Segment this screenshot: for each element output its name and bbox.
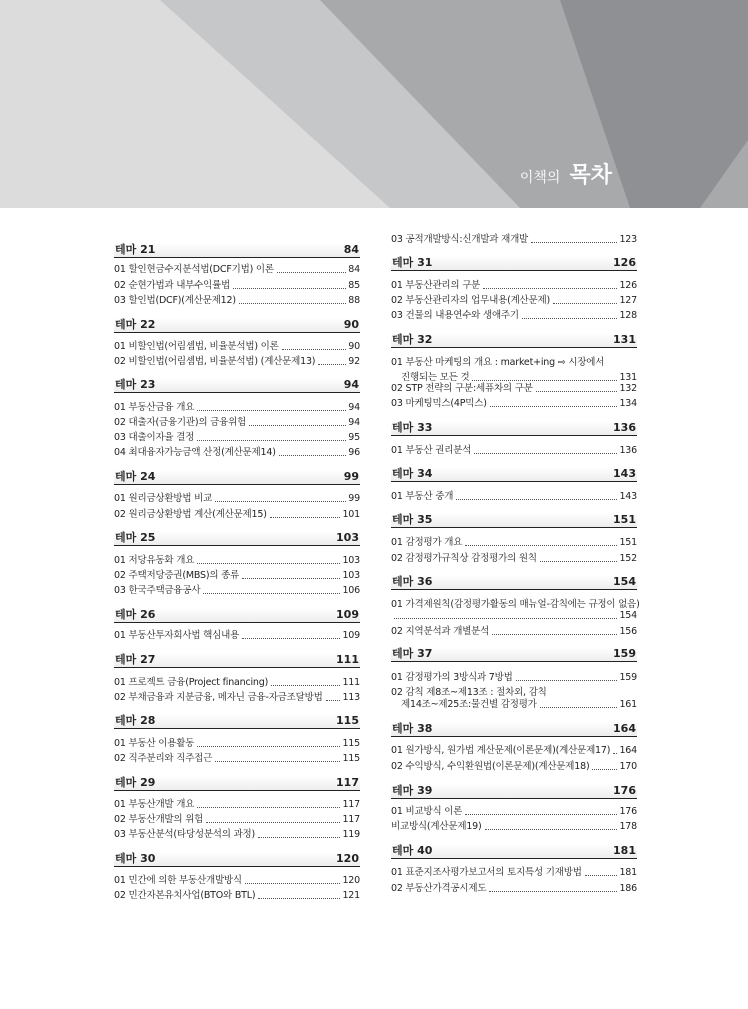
toc-entry[interactable]: [391, 672, 637, 684]
toc-entry-page: 88: [348, 295, 360, 306]
toc-entry[interactable]: [391, 310, 637, 322]
toc-entry-title: 01 부동산투자회사법 핵심내용: [114, 630, 240, 641]
dot-leader: [465, 814, 617, 815]
theme-page: 90: [343, 318, 359, 331]
dot-leader: [531, 242, 617, 243]
toc-entry-page: 113: [342, 692, 360, 703]
toc-entry-title[interactable]: 01 가격제원칙(감정평가활동의 매뉴얼-감칙에는 규정이 없음): [391, 599, 640, 610]
theme-header: [391, 844, 637, 859]
toc-entry-page: 164: [619, 745, 637, 756]
toc-entry[interactable]: [114, 630, 360, 642]
theme-header: [114, 243, 360, 258]
theme-page: 176: [613, 784, 636, 797]
dot-leader: [485, 829, 618, 830]
theme-header: [114, 714, 360, 729]
toc-entry-page: 103: [342, 570, 360, 581]
toc-entry-title: 01 할인현금수지분석법(DCF기법) 이론: [114, 264, 274, 275]
toc-entry-title: 02 부동산개발의 위험: [114, 814, 204, 825]
theme-page: 111: [336, 653, 359, 666]
toc-entry[interactable]: [114, 555, 360, 567]
dot-leader: [536, 391, 618, 392]
toc-entry[interactable]: [391, 383, 637, 395]
toc-entry[interactable]: [114, 570, 360, 582]
toc-entry-page: 170: [619, 761, 637, 772]
theme-header: [114, 531, 360, 546]
toc-entry[interactable]: [391, 295, 637, 307]
theme-name: 테마 27: [115, 653, 156, 666]
theme-name: 테마 26: [115, 608, 156, 621]
theme-page: 109: [336, 608, 359, 621]
toc-entry-page: 96: [348, 447, 360, 458]
theme-page: 143: [613, 467, 636, 480]
toc-entry-title: 02 STP 전략의 구분:세퓨차의 구분: [391, 383, 533, 394]
toc-entry-page: 131: [619, 372, 637, 383]
toc-entry[interactable]: [114, 356, 360, 368]
theme-name: 테마 31: [392, 256, 433, 269]
dot-leader: [233, 288, 346, 289]
theme-name: 테마 25: [115, 531, 156, 544]
dot-leader: [540, 561, 618, 562]
toc-entry-title[interactable]: 02 감칙 제8조~제13조 : 절차외, 감칙: [391, 687, 547, 698]
toc-entry-title: 04 최대융자가능금액 산정(계산문제14): [114, 447, 276, 458]
toc-entry-title: 03 한국주택금융공사: [114, 585, 201, 596]
toc-entry-page: 178: [619, 821, 637, 832]
theme-page: 99: [343, 470, 359, 483]
toc-entry[interactable]: [114, 295, 360, 307]
toc-entry-title: 01 원리금상환방법 비교: [114, 493, 213, 504]
toc-entry[interactable]: [391, 280, 637, 292]
theme-page: 181: [613, 844, 636, 857]
theme-page: 151: [613, 513, 636, 526]
dot-leader: [258, 837, 340, 838]
toc-entry-title: 02 주택저당증권(MBS)의 종류: [114, 570, 240, 581]
theme-header: [391, 333, 637, 348]
theme-header: [391, 784, 637, 799]
dot-leader: [540, 707, 618, 708]
theme-header: [114, 852, 360, 867]
toc-entry-page: 161: [619, 699, 637, 710]
toc-entry-title: 01 원가방식, 원가법 계산문제(이론문제)(계산문제17): [391, 745, 611, 756]
theme-page: 84: [343, 243, 359, 256]
toc-entry[interactable]: [114, 875, 360, 887]
dot-leader: [270, 517, 341, 518]
theme-name: 테마 32: [392, 333, 433, 346]
dot-leader: [492, 634, 617, 635]
dot-leader: [282, 349, 347, 350]
toc-entry[interactable]: [114, 692, 360, 704]
toc-entry-title: 02 부채금융과 지분금융, 메자닌 금융-자금조달방법: [114, 692, 323, 703]
toc-entry-page: 159: [619, 672, 637, 683]
theme-header: [114, 378, 360, 393]
toc-entry-page: 151: [619, 537, 637, 548]
toc-entry-title: 비교방식(계산문제19): [391, 821, 482, 832]
toc-entry[interactable]: [114, 677, 360, 689]
theme-name: 테마 33: [392, 421, 433, 434]
toc-entry-title: 03 건물의 내용연수와 생애주기: [391, 310, 519, 321]
dot-leader: [242, 578, 340, 579]
toc-entry[interactable]: [391, 445, 637, 457]
toc-entry[interactable]: [114, 432, 360, 444]
theme-header: [114, 776, 360, 791]
dot-leader: [456, 499, 617, 500]
toc-entry-title: 02 비할인법(어림셈법, 비율분석법) (계산문제13): [114, 356, 316, 367]
toc-entry-page: 176: [619, 806, 637, 817]
toc-entry[interactable]: [391, 761, 637, 773]
dot-leader: [553, 303, 617, 304]
theme-name: 테마 38: [392, 722, 433, 735]
theme-name: 테마 40: [392, 844, 433, 857]
theme-page: 103: [336, 531, 359, 544]
toc-entry-title: 제14조~제25조:물건별 감정평가: [401, 699, 537, 710]
toc-entry-page: 186: [619, 883, 637, 894]
toc-entry-title: 02 원리금상환방법 계산(계산문제15): [114, 509, 267, 520]
toc-entry[interactable]: [114, 402, 360, 414]
toc-entry-page: 84: [348, 264, 360, 275]
toc-entry[interactable]: [391, 398, 637, 410]
theme-header: [114, 608, 360, 623]
toc-entry-page: 132: [619, 383, 637, 394]
toc-entry-page: 115: [342, 753, 360, 764]
theme-page: 117: [336, 776, 359, 789]
toc-entry[interactable]: [114, 890, 360, 902]
toc-entry-page: 117: [342, 814, 360, 825]
toc-entry-page: 85: [348, 280, 360, 291]
toc-entry-title: 02 감정평가규칙상 감정평가의 원칙: [391, 553, 537, 564]
toc-entry-page: 103: [342, 555, 360, 566]
toc-entry-title: 01 부동산개발 개요: [114, 799, 195, 810]
dot-leader: [489, 891, 617, 892]
dot-leader: [474, 453, 617, 454]
theme-header: [391, 575, 637, 590]
dot-leader: [483, 288, 617, 289]
toc-entry-title: 02 수익방식, 수익환원법(이론문제)(계산문제18): [391, 761, 590, 772]
toc-entry[interactable]: [391, 867, 637, 879]
toc-entry[interactable]: [391, 806, 637, 818]
toc-entry-page: 126: [619, 280, 637, 291]
toc-entry[interactable]: [114, 341, 360, 353]
theme-name: 테마 34: [392, 467, 433, 480]
toc-entry-title: 03 부동산분석(타당성분석의 과정): [114, 829, 256, 840]
theme-page: 94: [343, 378, 359, 391]
dot-leader: [197, 746, 340, 747]
toc-entry-page: 123: [619, 234, 637, 245]
toc-entry[interactable]: [114, 509, 360, 521]
toc-entry-page: 136: [619, 445, 637, 456]
page-title-small: 이책의: [519, 170, 561, 186]
toc-entry-title: 02 직주분리와 직주접근: [114, 753, 213, 764]
theme-header: [114, 653, 360, 668]
toc-entry[interactable]: [391, 234, 637, 246]
toc-entry-page: 117: [342, 799, 360, 810]
theme-name: 테마 24: [115, 470, 156, 483]
toc-entry-page: 119: [342, 829, 360, 840]
page-title: [520, 158, 612, 189]
toc-entry[interactable]: [114, 493, 360, 505]
toc-entry-page: 92: [348, 356, 360, 367]
toc-entry-page: 154: [619, 610, 637, 621]
toc-entry[interactable]: [114, 753, 360, 765]
dot-leader: [197, 563, 340, 564]
toc-entry-title: 03 마케팅믹스(4P믹스): [391, 398, 487, 409]
dot-leader: [277, 272, 346, 273]
toc-entry[interactable]: [114, 814, 360, 826]
dot-leader: [522, 318, 618, 319]
toc-entry-page: 111: [342, 677, 360, 688]
toc-entry-title: 01 부동산 이용활동: [114, 738, 195, 749]
toc-entry[interactable]: [391, 821, 637, 833]
toc-entry[interactable]: [114, 738, 360, 750]
toc-entry-title: 01 감정평가 개요: [391, 537, 463, 548]
toc-entry-page: 99: [348, 493, 360, 504]
toc-entry[interactable]: [114, 264, 360, 276]
theme-name: 테마 35: [392, 513, 433, 526]
toc-entry-page: 120: [342, 875, 360, 886]
dot-leader: [318, 364, 346, 365]
theme-name: 테마 29: [115, 776, 156, 789]
theme-page: 159: [613, 647, 636, 660]
toc-entry-page: 156: [619, 626, 637, 637]
toc-entry-page: 121: [342, 890, 360, 901]
toc-entry-title: 02 대출자(금융기관)의 금융위험: [114, 417, 247, 428]
toc-entry-page: 90: [348, 341, 360, 352]
toc-entry[interactable]: [391, 491, 637, 503]
theme-name: 테마 23: [115, 378, 156, 391]
toc-entry-title: 01 부동산금융 개요: [114, 402, 195, 413]
dot-leader: [326, 700, 341, 701]
dot-leader: [197, 807, 340, 808]
dot-leader: [472, 380, 617, 381]
toc-entry[interactable]: [391, 610, 637, 622]
theme-header: [391, 421, 637, 436]
toc-entry-title: 02 부동산가격공시제도: [391, 883, 487, 894]
toc-entry-title: 01 부동산 중개: [391, 491, 454, 502]
theme-name: 테마 39: [392, 784, 433, 797]
header-banner: [0, 0, 748, 208]
toc-entry[interactable]: [391, 883, 637, 895]
dot-leader: [245, 883, 341, 884]
toc-entry-title: 01 부동산관리의 구분: [391, 280, 481, 291]
dot-leader: [249, 425, 346, 426]
toc-entry-page: 94: [348, 402, 360, 413]
theme-page: 120: [336, 852, 359, 865]
toc-entry[interactable]: [114, 447, 360, 459]
theme-name: 테마 37: [392, 647, 433, 660]
toc-entry-page: 152: [619, 553, 637, 564]
toc-entry-title: 01 저당유동화 개요: [114, 555, 195, 566]
theme-header: [391, 647, 637, 662]
page-title-big: 목차: [569, 163, 612, 188]
toc-entry-page: 127: [619, 295, 637, 306]
theme-page: 115: [336, 714, 359, 727]
toc-entry-title: 02 부동산관리자의 업무내용(계산문제): [391, 295, 550, 306]
toc-entry[interactable]: [391, 553, 637, 565]
toc-entry-title: 01 민간에 의한 부동산개발방식: [114, 875, 242, 886]
dot-leader: [197, 410, 346, 411]
toc-entry-title: 01 프로젝트 금융(Project financing): [114, 677, 269, 688]
dot-leader: [279, 455, 347, 456]
toc-entry[interactable]: [114, 417, 360, 429]
toc-entry-title: 03 대출이자율 결정: [114, 432, 195, 443]
theme-header: [391, 722, 637, 737]
toc-entry-title: 01 비교방식 이론: [391, 806, 463, 817]
toc-entry-page: 143: [619, 491, 637, 502]
toc-entry-page: 181: [619, 867, 637, 878]
theme-page: 131: [613, 333, 636, 346]
toc-entry-title: 01 부동산 권리분석: [391, 445, 472, 456]
theme-name: 테마 28: [115, 714, 156, 727]
theme-page: 154: [613, 575, 636, 588]
dot-leader: [592, 769, 617, 770]
toc-entry-title: 02 지역분석과 개별분석: [391, 626, 490, 637]
dot-leader: [271, 685, 340, 686]
toc-entry-page: 115: [342, 738, 360, 749]
dot-leader: [394, 618, 617, 619]
toc-entry[interactable]: [114, 585, 360, 597]
toc-entry-title: 03 할인법(DCF)(계산문제12): [114, 295, 236, 306]
toc-entry[interactable]: [114, 829, 360, 841]
toc-entry-page: 101: [342, 509, 360, 520]
theme-header: [391, 467, 637, 482]
toc-entry-title: 01 비할인법(어림셈법, 비율분석법) 이론: [114, 341, 279, 352]
theme-page: 164: [613, 722, 636, 735]
toc-entry-title[interactable]: 01 부동산 마케팅의 개요 : market+ing ⇨ 시장에서: [391, 357, 605, 368]
dot-leader: [197, 440, 346, 441]
dot-leader: [490, 406, 618, 407]
toc-entry[interactable]: [114, 280, 360, 292]
toc-entry-page: 94: [348, 417, 360, 428]
toc-entry-title: 02 민간자본유치사업(BTO와 BTL): [114, 890, 256, 901]
theme-header: [391, 513, 637, 528]
toc-entry-title: 01 감정평가의 3방식과 7방법: [391, 672, 513, 683]
toc-entry-title: 02 순현가법과 내부수익률법: [114, 280, 231, 291]
dot-leader: [242, 638, 340, 639]
toc-entry[interactable]: [391, 537, 637, 549]
dot-leader: [203, 593, 340, 594]
dot-leader: [613, 753, 617, 754]
theme-header: [114, 318, 360, 333]
toc-entry[interactable]: [401, 699, 637, 711]
dot-leader: [215, 501, 346, 502]
toc-entry[interactable]: [391, 626, 637, 638]
theme-name: 테마 21: [115, 243, 156, 256]
dot-leader: [215, 761, 340, 762]
toc-entry[interactable]: [391, 745, 637, 757]
banner-background: [0, 0, 748, 208]
dot-leader: [239, 303, 346, 304]
theme-name: 테마 22: [115, 318, 156, 331]
toc-entry-title: 진행되는 모든 것: [401, 372, 470, 383]
toc-entry-page: 128: [619, 310, 637, 321]
theme-header: [391, 256, 637, 271]
theme-name: 테마 36: [392, 575, 433, 588]
dot-leader: [258, 898, 340, 899]
dot-leader: [585, 875, 618, 876]
theme-name: 테마 30: [115, 852, 156, 865]
toc-entry-page: 106: [342, 585, 360, 596]
dot-leader: [516, 680, 618, 681]
theme-page: 126: [613, 256, 636, 269]
theme-header: [114, 470, 360, 485]
toc-entry-page: 95: [348, 432, 360, 443]
toc-entry-title: 03 공적개발방식:신개발과 재개발: [391, 234, 529, 245]
toc-entry[interactable]: [114, 799, 360, 811]
dot-leader: [465, 545, 617, 546]
theme-page: 136: [613, 421, 636, 434]
toc-entry-page: 109: [342, 630, 360, 641]
toc-entry-title: 01 표준지조사평가보고서의 토지특성 기재방법: [391, 867, 582, 878]
dot-leader: [206, 822, 340, 823]
toc-entry-page: 134: [619, 398, 637, 409]
